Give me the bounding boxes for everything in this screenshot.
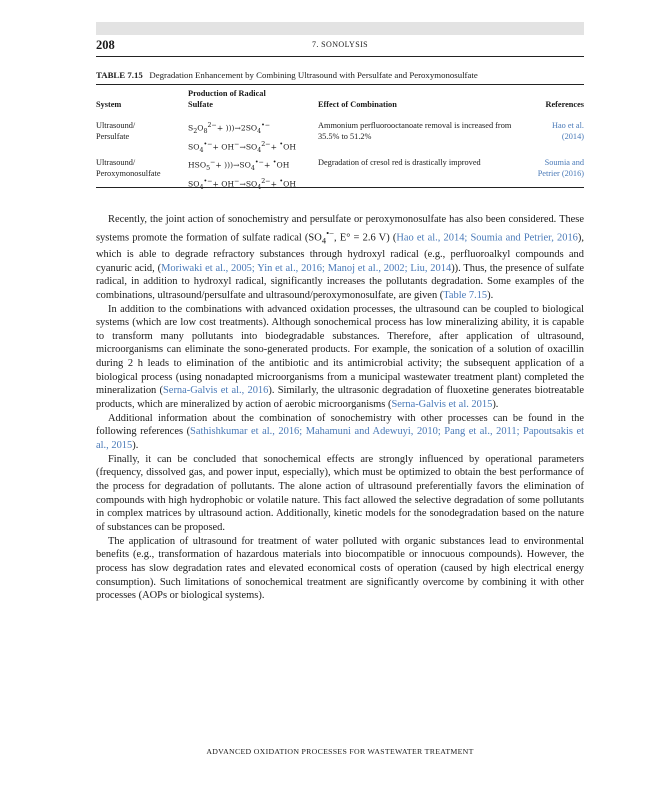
header-rule (96, 56, 584, 57)
table-label: TABLE 7.15 (96, 70, 143, 80)
table-top-rule (96, 84, 584, 85)
header-references: References (545, 100, 584, 109)
citation-link[interactable]: Serna-Galvis et al. 2015 (391, 399, 493, 411)
row-reference-link[interactable]: Soumia and Petrier (2016) (537, 158, 584, 178)
citation-link[interactable]: Serna-Galvis et al., 2016 (163, 385, 269, 397)
paragraph: The application of ultrasound for treatment of water polluted with organic substances lead to environmental benefits (e.g., transformation of hazardous materials into biocompatible or innocuous compounds). However, the process has slow degradation rates and elevated economical costs of operation (caused by high electrical energy consumption). Such limitations of sonochemical treatment are significantly overcome by combining it with other processes (AOPs or biological systems). (96, 535, 584, 602)
row-effect: Ammonium perfluorooctanoate removal is increased from 35.5% to 51.2% (318, 121, 512, 141)
citation-link[interactable]: Sathishkumar et al., 2016; Mahamuni and Adewuyi, 2010; Pang et al., 2011; Papoutsakis et al., 2015 (96, 426, 584, 452)
paragraph: Recently, the joint action of sonochemistry and persulfate or peroxymonosulfate has also been considered. These systems promote the formation of sulfate radical ($SO_4^{•-}$, E° = 2.6 V) (Hao et al., 2014; Soumia and Petrier, 2016), which is able to degrade refractory substances through hydroxyl radical (e.g., perfluoroalkyl compounds and cyanuric acid, (Moriwaki et al., 2005; Yin et al., 2016; Manoj et al., 2002; Liu, 2014)). Thus, the presence of sulfate radical, in addition to hydroxyl radical, significantly increases the pollutants degradation. Some examples of the combinations, ultrasound/persulfate and ultrasound/peroxymonosulfate, are given (Table 7.15). (96, 214, 584, 301)
page-header (96, 38, 584, 54)
paragraph: In addition to the combinations with advanced oxidation processes, the ultrasound can be coupled to biological systems (which are low cost treatments). Although sonochemical process has low mineralizing ability, it is capable to transform many pollutants into biodegradable substances. Therefore, after application of ultrasound, microorganisms can eliminate the sono-generated products. For example, the sonication of a solution of oxacillin during 2 h leads to elimination of the antibiotic and its antimicrobial activity; the subsequent application of a biological process (using nonadapted microorganisms from a municipal wastewater treatment plant) completed the mineralization (Serna-Galvis et al., 2016). Similarly, the ultrasonic degradation of fluoxetine generates biotreatable products, which are mineralized by action of aerobic microorganisms (Serna-Galvis et al. 2015). (96, 303, 584, 411)
row-reference-link[interactable]: Hao et al. (2014) (551, 121, 584, 141)
header-production: Production of Radical Sulfate (188, 89, 266, 109)
row-reaction: $S_2O_8^{2-}+ )))\to 2SO_4^{•-}$ $SO_4^{•-}+ OH^-\to SO_4^{2-}+ ^•OH$ (188, 122, 296, 155)
table-caption (96, 70, 584, 80)
paragraph: Additional information about the combination of sonochemistry with other processes can be found in the following references (Sathishkumar et al., 2016; Mahamuni and Adewuyi, 2010; Pang et al., 2011; Papoutsakis et al., 2015). (96, 412, 584, 452)
citation-link[interactable]: Hao et al., 2014; Soumia and Petrier, 2016 (396, 232, 578, 244)
citation-link[interactable]: Moriwaki et al., 2005; Yin et al., 2016; Manoj et al., 2002; Liu, 2014 (161, 262, 452, 274)
row-effect: Degradation of cresol red is drastically improved (318, 158, 481, 167)
row-reaction: $HSO_5^-+ )))\to SO_4^{•-}+ ^•OH$ $SO_4^{•-}+ OH^-\to SO_4^{2-}+ ^•OH$ (188, 159, 296, 192)
header-effect: Effect of Combination (318, 100, 397, 109)
table-header-row (96, 86, 584, 112)
chapter-title: 7. SONOLYSIS (311, 40, 368, 49)
row-system: Ultrasound/ Persulfate (96, 121, 136, 141)
page-number: 208 (96, 38, 115, 52)
page-footer: ADVANCED OXIDATION PROCESSES FOR WASTEWATER TREATMENT (206, 747, 474, 756)
body-text (96, 213, 584, 603)
row-system: Ultrasound/ Peroxymonosulfate (96, 158, 161, 178)
top-gray-bar (96, 22, 584, 35)
header-system: System (96, 100, 122, 109)
table-reference-link[interactable]: Table 7.15 (443, 289, 488, 301)
table-title: Degradation Enhancement by Combining Ultrasound with Persulfate and Peroxymonosulfate (149, 70, 478, 80)
table-bottom-rule (96, 187, 584, 188)
paragraph: Finally, it can be concluded that sonochemical effects are strongly influenced by operational parameters (frequency, dissolved gas, and power input, especially), which must be optimized to obtain the best performance of the process for degradation of pollutants. The alone action of ultrasound preferentially favors the elimination of compounds with high hydrophobic or volatile nature. This fact allowed the selective degradation of some pollutants in complex matrices by ultrasound action. Additionally, kinetic models for the sonodegradation based on the nature of substances can be proposed. (96, 453, 584, 533)
